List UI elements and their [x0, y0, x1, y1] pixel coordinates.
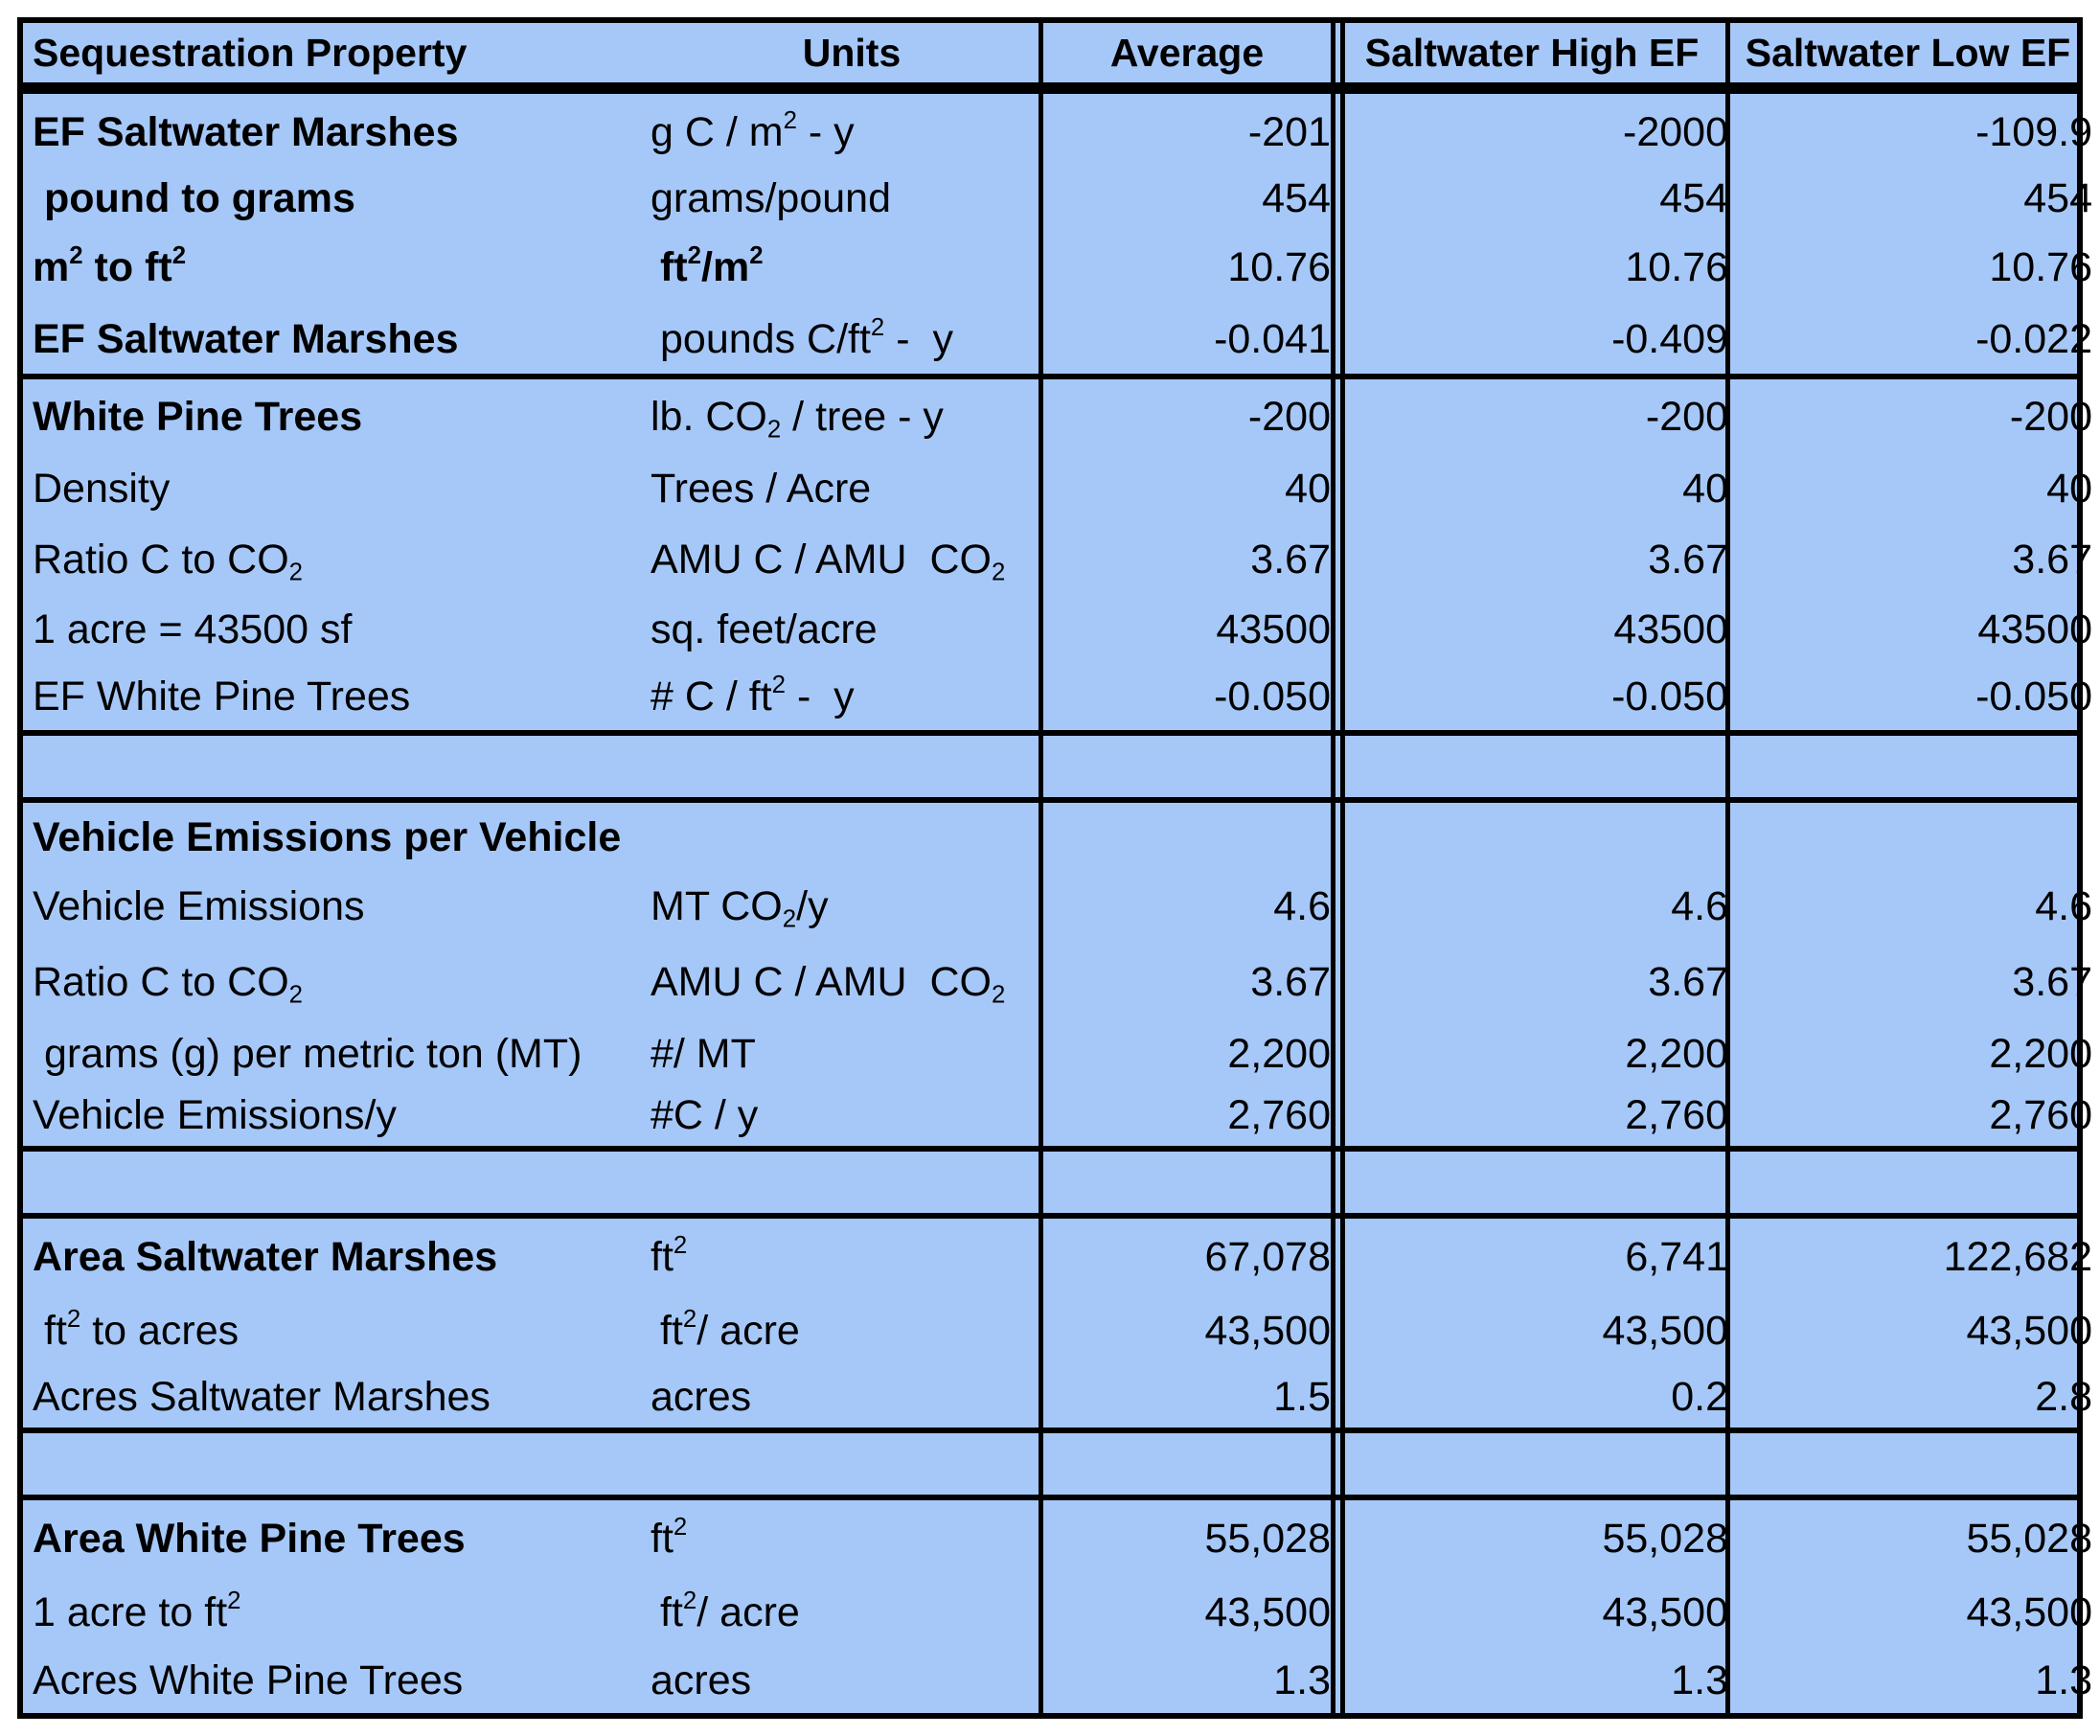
low-ef-value: 4.6: [2035, 882, 2092, 929]
units-text: $ft^2$: [651, 1231, 688, 1280]
row-label: Area White Pine Trees: [33, 1515, 466, 1562]
header-average: Average: [1109, 30, 1265, 75]
table-row: [23, 379, 2092, 454]
row-label: pound to grams: [44, 174, 355, 221]
table-row: [23, 803, 2077, 872]
label-text: $ft^2$ to acres: [44, 1305, 240, 1354]
table-row: [23, 596, 2092, 663]
label-text: $m^2$ to $ft^2$: [33, 241, 187, 290]
header-low-ef: Saltwater Low EF: [1745, 30, 2071, 75]
row-label: [33, 1577, 646, 1648]
table-row: [23, 941, 2092, 1023]
low-ef-value: 55,028: [1966, 1515, 2092, 1562]
units-text: $ft^2/$ acre: [660, 1305, 800, 1354]
average-value: -200: [1247, 393, 1331, 440]
average-value: 2,200: [1227, 1030, 1331, 1077]
table-row: [23, 872, 2092, 941]
units-text: # C / $ft^2$ - y: [651, 671, 855, 720]
low-ef-value: 40: [2046, 465, 2092, 512]
low-ef-value: 2.8: [2035, 1373, 2092, 1420]
high-ef-value: 3.67: [1648, 958, 1728, 1005]
low-ef-value: 43,500: [1966, 1307, 2092, 1354]
low-ef-value: 122,682: [1943, 1233, 2092, 1280]
average-value: 43500: [1216, 605, 1331, 652]
units-text: pounds $C/ft^2$ - y: [660, 313, 953, 362]
high-ef-value: 40: [1682, 465, 1728, 512]
row-units: [651, 230, 1062, 305]
table-row: [23, 167, 2092, 230]
units-text: $ft^2/$ acre: [660, 1587, 800, 1635]
table-row: [23, 1023, 2092, 1085]
high-ef-value: 10.76: [1625, 243, 1728, 290]
row-units: #C / y: [651, 1091, 759, 1138]
low-ef-value: 3.67: [2012, 958, 2092, 1005]
low-ef-value: 1.3: [2035, 1656, 2092, 1703]
table-row: [23, 1085, 2092, 1146]
average-value: 3.67: [1250, 958, 1331, 1005]
row-units: [651, 941, 1053, 1023]
row-units: [651, 1500, 1053, 1577]
high-ef-value: 43,500: [1602, 1588, 1728, 1635]
header-property: Sequestration Property: [33, 30, 468, 75]
row-label: [33, 941, 646, 1023]
high-ef-value: 3.67: [1648, 536, 1728, 582]
average-value: 67,078: [1204, 1233, 1331, 1280]
average-value: 3.67: [1250, 536, 1331, 582]
label-text: Ratio C to $CO_2$: [33, 958, 303, 1009]
low-ef-value: -109.9: [1975, 108, 2092, 155]
row-label: Area Saltwater Marshes: [33, 1233, 498, 1280]
row-units: [651, 1577, 1062, 1648]
average-value: 4.6: [1273, 882, 1331, 929]
average-value: 454: [1262, 174, 1331, 221]
row-label: EF Saltwater Marshes: [33, 108, 459, 155]
average-value: -0.041: [1214, 315, 1331, 362]
row-units: #/ MT: [651, 1030, 756, 1077]
row-units: [651, 1295, 1062, 1366]
high-ef-value: 2,200: [1625, 1030, 1728, 1077]
row-label: 1 acre = 43500 sf: [33, 605, 353, 652]
high-ef-value: 6,741: [1625, 1233, 1728, 1280]
units-text: MT $CO_2/y$: [651, 882, 829, 933]
table-row: [23, 1295, 2092, 1366]
row-label: [33, 230, 646, 305]
low-ef-value: 2,760: [1989, 1091, 2092, 1138]
high-ef-value: 4.6: [1671, 882, 1728, 929]
average-value: 43,500: [1204, 1588, 1331, 1635]
label-text: 1 acre to $ft^2$: [33, 1587, 241, 1635]
high-ef-value: 2,760: [1625, 1091, 1728, 1138]
high-ef-value: 55,028: [1602, 1515, 1728, 1562]
table-row: [23, 1366, 2092, 1428]
low-ef-value: 454: [2023, 174, 2092, 221]
average-value: 55,028: [1204, 1515, 1331, 1562]
high-ef-value: -2000: [1623, 108, 1728, 155]
row-units: [651, 98, 1053, 167]
units-text: $ft^2$: [651, 1513, 688, 1562]
low-ef-value: 43500: [1977, 605, 2092, 652]
row-label: [33, 1295, 657, 1366]
units-text: g C / $m^2$ - y: [651, 106, 855, 155]
row-units: acres: [651, 1373, 752, 1420]
units-text: $ft^2/m^2$: [660, 241, 764, 290]
units-text: AMU C / AMU $CO_2$: [651, 536, 1006, 586]
row-units: acres: [651, 1656, 752, 1703]
high-ef-value: 43500: [1613, 605, 1728, 652]
row-label: grams (g) per metric ton (MT): [44, 1030, 582, 1077]
average-value: -201: [1247, 108, 1331, 155]
average-value: 2,760: [1227, 1091, 1331, 1138]
low-ef-value: -0.022: [1975, 315, 2092, 362]
sequestration-table: [17, 17, 2092, 1719]
average-value: 1.3: [1273, 1656, 1331, 1703]
low-ef-value: 43,500: [1966, 1588, 2092, 1635]
table-row: [23, 1648, 2092, 1713]
average-value: -0.050: [1214, 673, 1331, 720]
high-ef-value: 43,500: [1602, 1307, 1728, 1354]
table-row: [23, 305, 2092, 374]
average-value: 1.5: [1273, 1373, 1331, 1420]
row-label: EF White Pine Trees: [33, 673, 411, 720]
header-row: [23, 23, 2077, 82]
average-value: 10.76: [1227, 243, 1331, 290]
high-ef-value: -0.050: [1611, 673, 1728, 720]
row-label: Vehicle Emissions: [33, 882, 365, 929]
row-units: Trees / Acre: [651, 465, 872, 512]
row-units: [651, 872, 1053, 941]
label-text: Ratio C to $CO_2$: [33, 536, 303, 586]
units-text: AMU C / AMU $CO_2$: [651, 958, 1006, 1009]
table-row: [23, 98, 2092, 167]
low-ef-value: 10.76: [1989, 243, 2092, 290]
table-row: [23, 1500, 2092, 1577]
row-units: [651, 379, 1053, 454]
row-label: White Pine Trees: [33, 393, 363, 440]
table-row: [23, 454, 2092, 523]
high-ef-value: 0.2: [1671, 1373, 1728, 1420]
high-ef-value: -0.409: [1611, 315, 1728, 362]
high-ef-value: -200: [1645, 393, 1728, 440]
table-row: [23, 1577, 2092, 1648]
row-label: EF Saltwater Marshes: [33, 315, 459, 362]
row-units: [651, 523, 1053, 596]
low-ef-value: -200: [2009, 393, 2092, 440]
low-ef-value: 2,200: [1989, 1030, 2092, 1077]
row-units: [651, 305, 1062, 374]
header-units: Units: [802, 30, 902, 75]
high-ef-value: 454: [1659, 174, 1728, 221]
high-ef-value: 1.3: [1671, 1656, 1728, 1703]
header-high-ef: Saltwater High EF: [1364, 30, 1700, 75]
table-row: [23, 230, 2092, 305]
table-row: [23, 1219, 2092, 1295]
units-text: lb. $CO_2$ / tree - y: [651, 393, 944, 444]
average-value: 40: [1285, 465, 1331, 512]
table-row: [23, 663, 2092, 730]
row-label: Acres Saltwater Marshes: [33, 1373, 491, 1420]
low-ef-value: -0.050: [1975, 673, 2092, 720]
average-value: 43,500: [1204, 1307, 1331, 1354]
row-units: grams/pound: [651, 174, 891, 221]
row-units: [651, 663, 1053, 730]
table-row: [23, 523, 2092, 596]
row-label: [33, 523, 646, 596]
row-units: [651, 1219, 1053, 1295]
low-ef-value: 3.67: [2012, 536, 2092, 582]
row-units: sq. feet/acre: [651, 605, 878, 652]
row-label: Acres White Pine Trees: [33, 1656, 464, 1703]
row-label: Density: [33, 465, 171, 512]
row-label: Vehicle Emissions/y: [33, 1091, 397, 1138]
row-label: Vehicle Emissions per Vehicle: [33, 813, 622, 860]
